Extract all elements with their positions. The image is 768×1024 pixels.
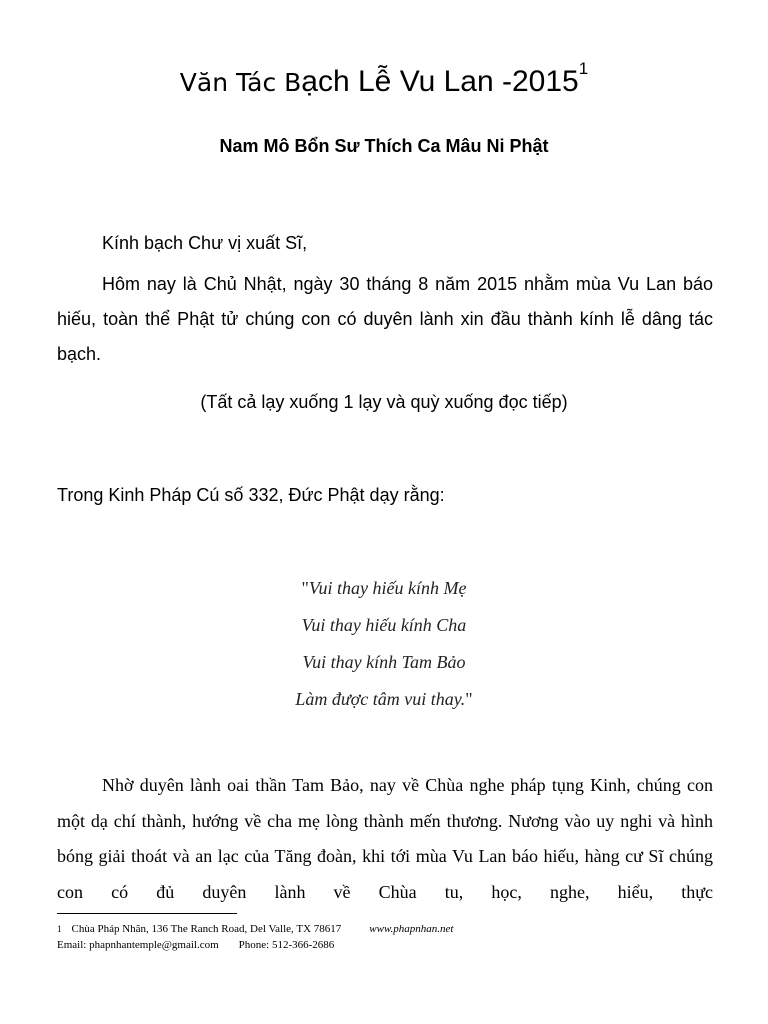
document-subtitle: Nam Mô Bổn Sư Thích Ca Mâu Ni Phật xyxy=(219,136,549,156)
footnote-divider xyxy=(57,913,237,914)
footnote-email[interactable]: Email: phapnhantemple@gmail.com xyxy=(57,939,219,951)
verse-line-4-text: Làm được tâm vui thay. xyxy=(295,689,466,709)
footnote-website[interactable]: www.phapnhan.net xyxy=(369,923,454,935)
footnote-phone: Phone: 512-366-2686 xyxy=(238,939,335,951)
footnote-address: Chùa Pháp Nhãn, 136 The Ranch Road, Del Valle, TX 78617 xyxy=(71,923,342,935)
verse-block xyxy=(0,570,768,718)
paragraph-1: Hôm nay là Chủ Nhật, ngày 30 tháng 8 năm 2015 nhằm mùa Vu Lan báo hiếu, toàn thể Phật tử chúng con có duyên lành xin đầu thành kính lễ dâng tác bạch. xyxy=(57,274,713,364)
document-title-part1: Văn Tác B xyxy=(179,68,302,97)
footnote-line-2 xyxy=(57,937,717,953)
verse-line-4 xyxy=(0,681,768,718)
paragraph-2: Nhờ duyên lành oai thần Tam Bảo, nay về Chùa nghe pháp tụng Kinh, chúng con một dạ chí thành, hướng về cha mẹ lòng thành mến thương. Nương vào uy nghi và hình bóng giải thoát và an lạc của Tăng đoàn, khi tới mùa Vu Lan báo hiếu, hàng cư Sĩ chúng con có đủ duyên lành về Chùa tu, học, nghe, hiểu, thực xyxy=(57,775,713,902)
verse-line-1-text: Vui thay hiếu kính Mẹ xyxy=(308,578,467,598)
verse-open-quote: " xyxy=(301,578,309,598)
greeting: Kính bạch Chư vị xuất Sĩ, xyxy=(102,233,308,253)
footnote-line-1 xyxy=(57,921,717,937)
footnote xyxy=(57,921,717,953)
verse-close-quote: " xyxy=(465,689,473,709)
title-footnote-mark: 1 xyxy=(578,59,589,78)
verse-line-2: Vui thay hiếu kính Cha xyxy=(301,615,467,635)
verse-line-1 xyxy=(0,570,768,607)
intro-line: Trong Kinh Pháp Cú số 332, Đức Phật dạy rằng: xyxy=(57,485,445,505)
verse-line-3: Vui thay kính Tam Bảo xyxy=(302,652,466,672)
document-title-part2: ạch Lễ Vu Lan -2015 xyxy=(301,65,579,98)
instruction-line: (Tất cả lạy xuống 1 lạy và quỳ xuống đọc tiếp) xyxy=(200,392,568,412)
document-title xyxy=(0,59,768,103)
footnote-number: 1 xyxy=(57,924,62,934)
